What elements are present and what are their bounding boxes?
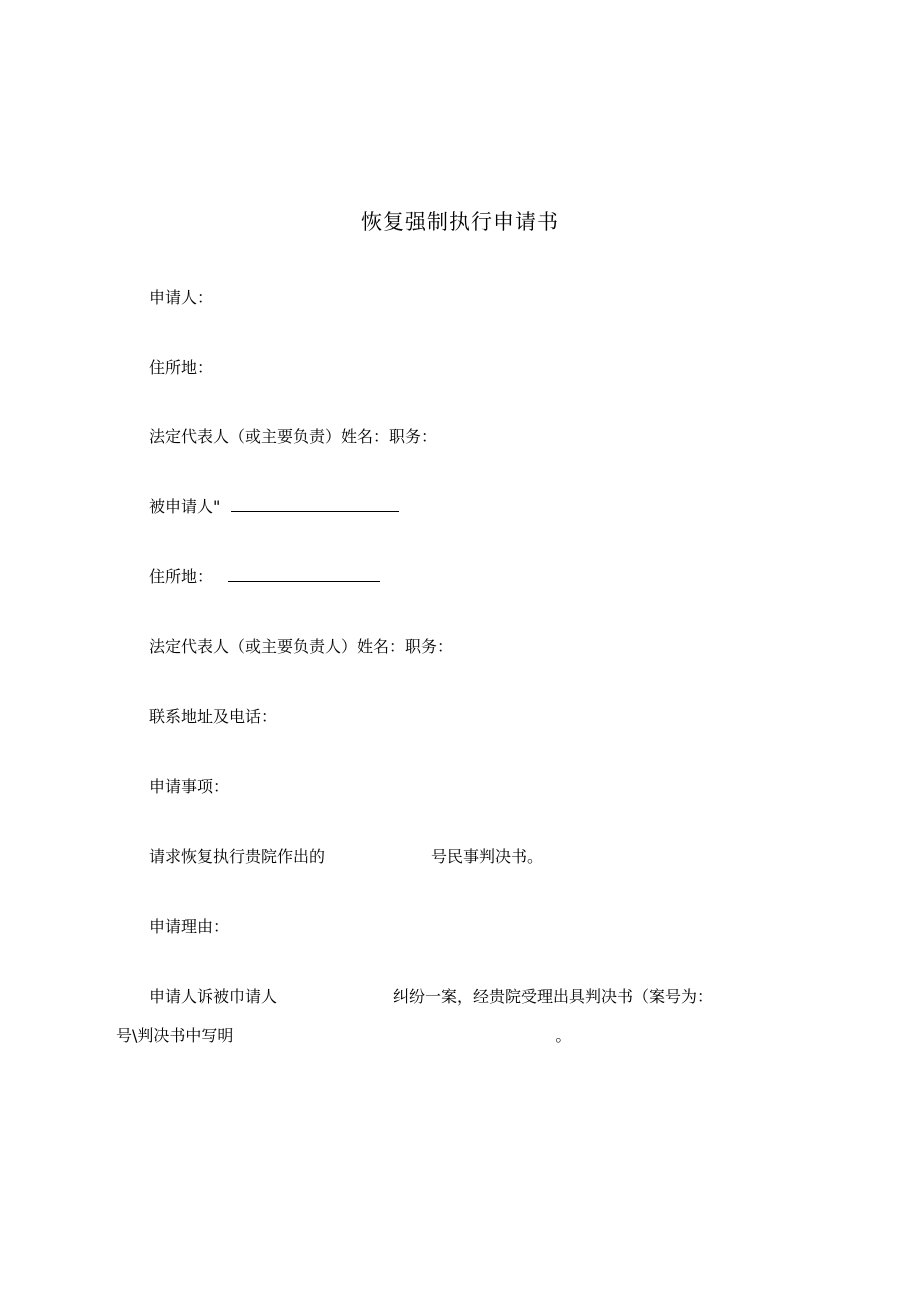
reason-line2-end: 。 bbox=[555, 1026, 572, 1045]
reason-label: 申请理由： bbox=[149, 917, 230, 936]
request-text-part2: 号民事判决书。 bbox=[431, 847, 544, 866]
request-items-label: 申请事项： bbox=[149, 777, 230, 796]
respondent-address-blank bbox=[228, 567, 380, 582]
request-text-part1: 请求恢复执行贵院作出的 bbox=[149, 847, 326, 866]
reason-part1: 申请人诉被巾请人 bbox=[149, 987, 278, 1006]
applicant-legal-rep-label: 法定代表人（或主要负责）姓名：职务： bbox=[149, 427, 438, 446]
reason-part2: 纠纷一案，经贵院受理出具判决书（案号为： bbox=[393, 987, 714, 1006]
document-title: 恢复强制执行申请书 bbox=[361, 210, 559, 234]
respondent-label: 被申请人" bbox=[149, 497, 221, 516]
respondent-blank bbox=[231, 497, 399, 512]
contact-label: 联系地址及电话： bbox=[149, 707, 278, 726]
reason-line2-part1: 号\判决书中写明 bbox=[116, 1026, 234, 1045]
applicant-label: 申请人： bbox=[149, 288, 214, 307]
respondent-address-label: 住所地： bbox=[149, 567, 214, 586]
respondent-row bbox=[149, 496, 399, 518]
respondent-legal-rep-label: 法定代表人（或主要负责人）姓名：职务： bbox=[149, 637, 454, 656]
request-text bbox=[149, 846, 543, 868]
respondent-address-row bbox=[149, 566, 380, 588]
reason-line-2 bbox=[116, 1025, 571, 1047]
applicant-address-label: 住所地： bbox=[149, 358, 214, 377]
reason-line-1 bbox=[149, 986, 713, 1008]
